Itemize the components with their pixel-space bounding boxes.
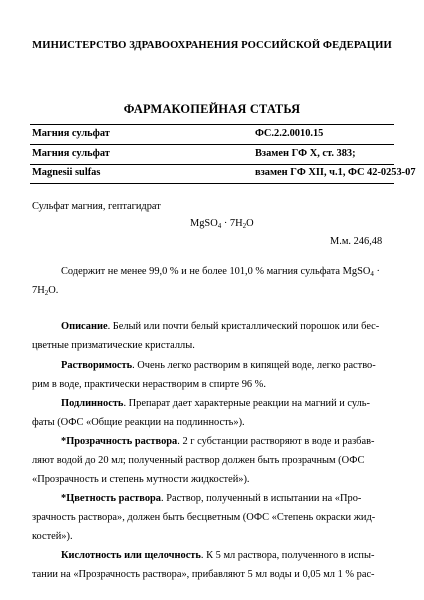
article-title: ФАРМАКОПЕЙНАЯ СТАТЬЯ	[123, 102, 301, 116]
transparency-line-3: «Прозрачность и степень мутности жидкостей»).	[32, 474, 250, 485]
color-line-3: костей»).	[32, 531, 73, 542]
molar-mass: М.м. 246,48	[330, 236, 383, 247]
acidity-line-2: тании на «Прозрачность раствора», прибавляют 5 мл воды и 0,05 мл 1 % рас-	[32, 569, 375, 580]
solubility-title: Растворимость	[61, 360, 133, 371]
info-row-3-right: взамен ГФ XII, ч.1, ФС 42-0253-07	[255, 167, 416, 178]
solubility-line-2: рим в воде, практически нерастворим в спирте 96 %.	[32, 379, 266, 390]
substance-name: Сульфат магния, гептагидрат	[32, 201, 161, 212]
info-row-3-left: Magnesii sulfas	[32, 167, 101, 178]
info-row-2-right: Взамен ГФ X, ст. 383;	[255, 148, 356, 159]
content-line-2: $7H_2O$.	[32, 285, 59, 297]
identity-title: Подлинность	[61, 398, 124, 409]
info-row-1-left: Магния сульфат	[32, 128, 110, 139]
content-line-1: Содержит не менее 99,0 % и не более 101,0 % магния сульфата MgSO$_4$ ·	[61, 266, 380, 278]
divider-row-3	[30, 183, 394, 184]
info-row-1-right: ФС.2.2.0010.15	[255, 128, 324, 139]
acidity-line-1: Кислотность или щелочность. К 5 мл раствора, полученного в испы-	[61, 550, 375, 561]
solubility-line-1: Растворимость. Очень легко растворим в кипящей воде, легко раство-	[61, 360, 376, 371]
description-line-1: Описание. Белый или почти белый кристаллический порошок или бес-	[61, 321, 380, 332]
color-line-2: зрачность раствора», должен быть бесцветным (ОФС «Степень окраски жид-	[32, 512, 376, 523]
divider-row-1	[30, 144, 394, 145]
divider-row-2	[30, 164, 394, 165]
description-title: Описание	[61, 321, 108, 332]
transparency-line-1: *Прозрачность раствора. 2 г субстанции растворяют в воде и разбав-	[61, 436, 375, 447]
color-title: *Цветность раствора	[61, 493, 161, 504]
color-line-1: *Цветность раствора. Раствор, полученный в испытании на «Про-	[61, 493, 362, 504]
chemical-formula: MgSO$_4$ · $7H_2O$	[190, 218, 254, 230]
transparency-title: *Прозрачность раствора	[61, 436, 178, 447]
divider-top	[30, 124, 394, 125]
identity-line-1: Подлинность. Препарат дает характерные реакции на магний и суль-	[61, 398, 370, 409]
acidity-title: Кислотность или щелочность	[61, 550, 201, 561]
transparency-line-2: ляют водой до 20 мл; полученный раствор должен быть прозрачным (ОФС	[32, 455, 365, 466]
description-line-2: цветные призматические кристаллы.	[32, 340, 195, 351]
ministry-heading: МИНИСТЕРСТВО ЗДРАВООХРАНЕНИЯ РОССИЙСКОЙ ФЕДЕРАЦИИ	[32, 40, 392, 51]
identity-line-2: фаты (ОФС «Общие реакции на подлинность»).	[32, 417, 245, 428]
info-row-2-left: Магния сульфат	[32, 148, 110, 159]
